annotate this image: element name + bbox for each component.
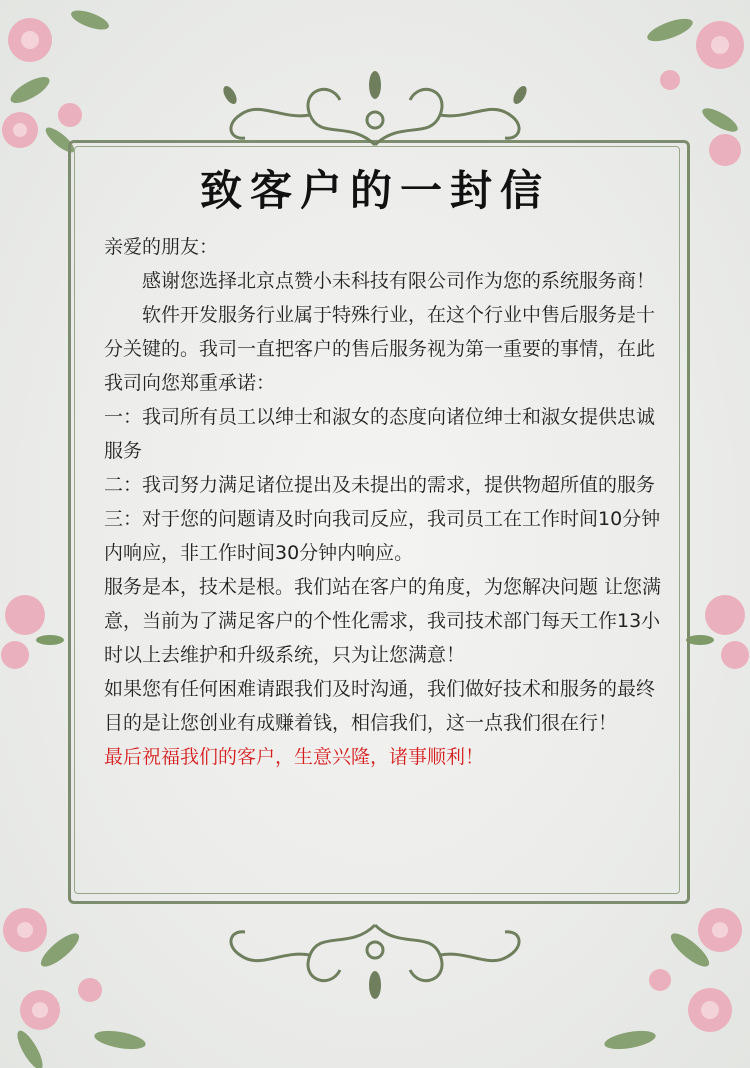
letter-paragraph: 三：对于您的问题请及时向我司反应，我司员工在工作时间10分钟内响应，非工作时间30分钟内响应。 bbox=[104, 508, 661, 564]
ornament-bottom-icon bbox=[200, 915, 550, 1010]
floral-right-middle-icon bbox=[680, 585, 750, 675]
letter-paragraph: 如果您有任何困难请跟我们及时沟通，我们做好技术和服务的最终目的是让您创业有成赚着钱，相信我们，这一点我们很在行！ bbox=[104, 678, 656, 734]
letter-title: 致客户的一封信 bbox=[199, 166, 550, 215]
letter-paragraph: 感谢您选择北京点赞小未科技有限公司作为您的系统服务商！ bbox=[142, 270, 656, 292]
floral-bottom-left-icon bbox=[0, 890, 160, 1068]
floral-left-middle-icon bbox=[0, 585, 70, 675]
letter-closing: 最后祝福我们的客户，生意兴隆，诸事顺利！ bbox=[104, 746, 485, 768]
letter-body bbox=[104, 230, 664, 774]
ornament-top-icon bbox=[200, 60, 550, 155]
letter-paragraph: 二：我司努力满足诸位提出及未提出的需求，提供物超所值的服务 bbox=[104, 474, 656, 496]
letter-paragraph: 软件开发服务行业属于特殊行业，在这个行业中售后服务是十分关键的。我司一直把客户的售后服务视为第一重要的事情，在此我司向您郑重承诺： bbox=[104, 304, 656, 394]
letter-paragraph: 一：我司所有员工以绅士和淑女的态度向诸位绅士和淑女提供忠诚服务 bbox=[104, 406, 656, 462]
letter-greeting: 亲爱的朋友： bbox=[104, 236, 219, 258]
floral-bottom-right-icon bbox=[590, 890, 750, 1068]
letter-paragraph: 服务是本，技术是根。我们站在客户的角度，为您解决问题 让您满意，当前为了满足客户的个性化需求，我司技术部门每天工作13小时以上去维护和升级系统，只为让您满意！ bbox=[104, 576, 662, 666]
